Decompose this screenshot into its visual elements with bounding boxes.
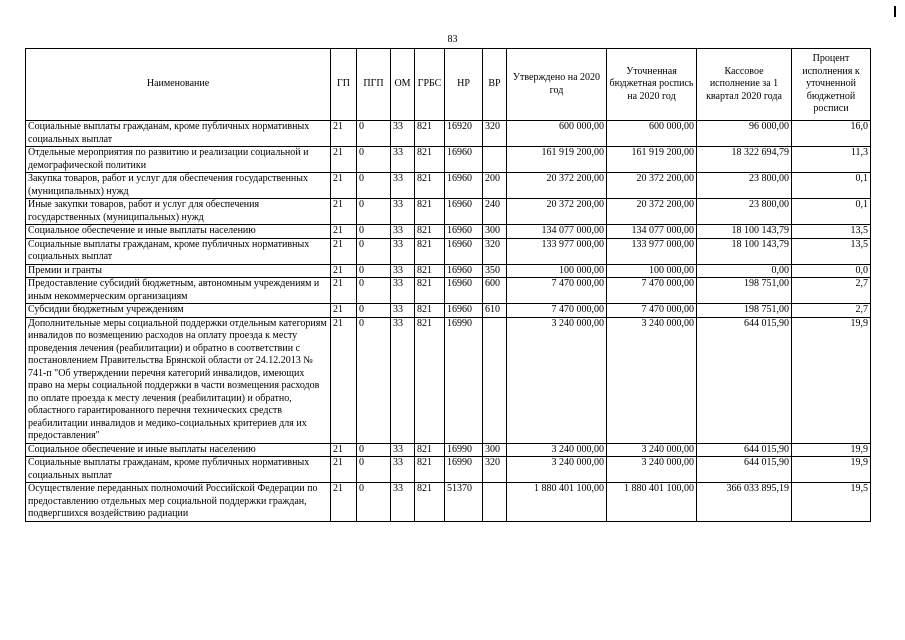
cell-np: 16990 — [445, 457, 483, 483]
header-name: Наименование — [26, 49, 331, 121]
cell-np: 16960 — [445, 173, 483, 199]
cell-cash: 23 800,00 — [697, 199, 792, 225]
cell-np: 16960 — [445, 264, 483, 278]
table-row — [26, 121, 871, 147]
cell-name: Закупка товаров, работ и услуг для обеспечения государственных (муниципальных) нужд — [26, 173, 331, 199]
cell-cash: 198 751,00 — [697, 278, 792, 304]
cell-gp: 21 — [331, 304, 357, 318]
table-row — [26, 278, 871, 304]
cell-percent: 16,0 — [792, 121, 871, 147]
cell-vr — [483, 147, 507, 173]
cell-cash: 96 000,00 — [697, 121, 792, 147]
cell-name: Иные закупки товаров, работ и услуг для обеспечения государственных (муниципальных) нужд — [26, 199, 331, 225]
cell-revised: 3 240 000,00 — [607, 317, 697, 443]
cell-om: 33 — [391, 238, 415, 264]
cell-revised: 1 880 401 100,00 — [607, 483, 697, 522]
edge-mark — [894, 6, 896, 17]
cell-pgp: 0 — [357, 199, 391, 225]
cell-vr: 320 — [483, 457, 507, 483]
cell-om: 33 — [391, 457, 415, 483]
cell-approved: 3 240 000,00 — [507, 317, 607, 443]
cell-revised: 133 977 000,00 — [607, 238, 697, 264]
cell-grbs: 821 — [415, 173, 445, 199]
cell-np: 16990 — [445, 317, 483, 443]
cell-gp: 21 — [331, 147, 357, 173]
cell-percent: 11,3 — [792, 147, 871, 173]
cell-gp: 21 — [331, 483, 357, 522]
cell-pgp: 0 — [357, 304, 391, 318]
cell-percent: 0,1 — [792, 173, 871, 199]
table-row — [26, 304, 871, 318]
header-vr: ВР — [483, 49, 507, 121]
table-row — [26, 147, 871, 173]
cell-name: Социальные выплаты гражданам, кроме публичных нормативных социальных выплат — [26, 457, 331, 483]
cell-np: 16960 — [445, 278, 483, 304]
cell-pgp: 0 — [357, 278, 391, 304]
cell-vr — [483, 317, 507, 443]
cell-om: 33 — [391, 304, 415, 318]
cell-name: Осуществление переданных полномочий Российской Федерации по предоставлению отдельных мер социальной поддержки граждан, подвергшихся воздействию радиации — [26, 483, 331, 522]
cell-gp: 21 — [331, 264, 357, 278]
header-row — [26, 49, 871, 121]
cell-grbs: 821 — [415, 317, 445, 443]
cell-percent: 19,9 — [792, 443, 871, 457]
table-row — [26, 443, 871, 457]
cell-revised: 3 240 000,00 — [607, 443, 697, 457]
cell-gp: 21 — [331, 278, 357, 304]
cell-percent: 0,1 — [792, 199, 871, 225]
cell-pgp: 0 — [357, 225, 391, 239]
cell-approved: 20 372 200,00 — [507, 199, 607, 225]
header-revised: Уточненная бюджетная роспись на 2020 год — [607, 49, 697, 121]
cell-np: 16960 — [445, 199, 483, 225]
cell-revised: 3 240 000,00 — [607, 457, 697, 483]
cell-vr: 320 — [483, 238, 507, 264]
table-row — [26, 238, 871, 264]
cell-vr: 240 — [483, 199, 507, 225]
cell-gp: 21 — [331, 121, 357, 147]
cell-vr: 300 — [483, 443, 507, 457]
cell-vr: 350 — [483, 264, 507, 278]
cell-grbs: 821 — [415, 483, 445, 522]
cell-percent: 2,7 — [792, 304, 871, 318]
cell-om: 33 — [391, 147, 415, 173]
cell-approved: 161 919 200,00 — [507, 147, 607, 173]
cell-percent: 13,5 — [792, 238, 871, 264]
cell-pgp: 0 — [357, 173, 391, 199]
cell-vr: 600 — [483, 278, 507, 304]
header-np: НР — [445, 49, 483, 121]
cell-revised: 7 470 000,00 — [607, 304, 697, 318]
cell-np: 16990 — [445, 443, 483, 457]
cell-om: 33 — [391, 483, 415, 522]
cell-approved: 7 470 000,00 — [507, 278, 607, 304]
cell-approved: 20 372 200,00 — [507, 173, 607, 199]
cell-name: Дополнительные меры социальной поддержки отдельным категориям инвалидов по возмещению расходов на оплату проезда к месту проведения лечения (реабилитации) и обратно в соответствии с постановлением Правительства Брянской области от 24.12.2013 № 741-п "Об утверждении перечня категорий инвалидов, имеющих право на меры социальной поддержки в части возмещения расходов по оплате проезда к месту лечения (реабилитации) и обратно, областного гарантированного перечня технических средств реабилитации инвалидов и медико-социальных критериев для их предоставления" — [26, 317, 331, 443]
table-row — [26, 173, 871, 199]
cell-percent: 0,0 — [792, 264, 871, 278]
cell-grbs: 821 — [415, 121, 445, 147]
cell-approved: 7 470 000,00 — [507, 304, 607, 318]
cell-name: Субсидии бюджетным учреждениям — [26, 304, 331, 318]
cell-cash: 644 015,90 — [697, 443, 792, 457]
cell-np: 16960 — [445, 304, 483, 318]
cell-percent: 19,9 — [792, 457, 871, 483]
cell-grbs: 821 — [415, 225, 445, 239]
cell-approved: 100 000,00 — [507, 264, 607, 278]
cell-pgp: 0 — [357, 443, 391, 457]
cell-gp: 21 — [331, 457, 357, 483]
cell-name: Социальные выплаты гражданам, кроме публичных нормативных социальных выплат — [26, 121, 331, 147]
cell-grbs: 821 — [415, 278, 445, 304]
cell-percent: 2,7 — [792, 278, 871, 304]
cell-revised: 7 470 000,00 — [607, 278, 697, 304]
table-row — [26, 264, 871, 278]
cell-cash: 23 800,00 — [697, 173, 792, 199]
cell-pgp: 0 — [357, 264, 391, 278]
budget-table — [25, 48, 871, 522]
cell-grbs: 821 — [415, 304, 445, 318]
cell-vr: 300 — [483, 225, 507, 239]
cell-vr — [483, 483, 507, 522]
cell-vr: 610 — [483, 304, 507, 318]
cell-pgp: 0 — [357, 317, 391, 443]
cell-name: Социальные выплаты гражданам, кроме публичных нормативных социальных выплат — [26, 238, 331, 264]
cell-np: 16960 — [445, 238, 483, 264]
cell-cash: 18 100 143,79 — [697, 238, 792, 264]
cell-pgp: 0 — [357, 457, 391, 483]
table-row — [26, 199, 871, 225]
cell-pgp: 0 — [357, 238, 391, 264]
header-pgp: ПГП — [357, 49, 391, 121]
cell-approved: 1 880 401 100,00 — [507, 483, 607, 522]
cell-revised: 100 000,00 — [607, 264, 697, 278]
cell-name: Социальное обеспечение и иные выплаты населению — [26, 443, 331, 457]
table-row — [26, 317, 871, 443]
cell-grbs: 821 — [415, 238, 445, 264]
cell-percent: 19,9 — [792, 317, 871, 443]
cell-gp: 21 — [331, 443, 357, 457]
cell-vr: 200 — [483, 173, 507, 199]
cell-cash: 198 751,00 — [697, 304, 792, 318]
cell-grbs: 821 — [415, 147, 445, 173]
cell-gp: 21 — [331, 317, 357, 443]
header-cash: Кассовое исполнение за 1 квартал 2020 года — [697, 49, 792, 121]
cell-approved: 600 000,00 — [507, 121, 607, 147]
cell-om: 33 — [391, 225, 415, 239]
cell-name: Отдельные мероприятия по развитию и реализации социальной и демографической политики — [26, 147, 331, 173]
cell-np: 16920 — [445, 121, 483, 147]
header-approved: Утверждено на 2020 год — [507, 49, 607, 121]
table-row — [26, 457, 871, 483]
cell-revised: 600 000,00 — [607, 121, 697, 147]
cell-vr: 320 — [483, 121, 507, 147]
cell-approved: 3 240 000,00 — [507, 457, 607, 483]
cell-revised: 134 077 000,00 — [607, 225, 697, 239]
cell-revised: 20 372 200,00 — [607, 199, 697, 225]
cell-revised: 20 372 200,00 — [607, 173, 697, 199]
cell-percent: 13,5 — [792, 225, 871, 239]
cell-grbs: 821 — [415, 264, 445, 278]
cell-percent: 19,5 — [792, 483, 871, 522]
cell-cash: 644 015,90 — [697, 317, 792, 443]
header-om: ОМ — [391, 49, 415, 121]
cell-pgp: 0 — [357, 147, 391, 173]
cell-om: 33 — [391, 317, 415, 443]
header-gp: ГП — [331, 49, 357, 121]
cell-grbs: 821 — [415, 443, 445, 457]
cell-cash: 644 015,90 — [697, 457, 792, 483]
header-percent: Процент исполнения к уточненной бюджетной росписи — [792, 49, 871, 121]
cell-cash: 0,00 — [697, 264, 792, 278]
cell-om: 33 — [391, 121, 415, 147]
cell-pgp: 0 — [357, 121, 391, 147]
cell-cash: 18 322 694,79 — [697, 147, 792, 173]
page-number: 83 — [447, 34, 458, 45]
cell-om: 33 — [391, 443, 415, 457]
cell-np: 51370 — [445, 483, 483, 522]
cell-approved: 3 240 000,00 — [507, 443, 607, 457]
cell-gp: 21 — [331, 225, 357, 239]
table-row — [26, 483, 871, 522]
table-row — [26, 225, 871, 239]
cell-pgp: 0 — [357, 483, 391, 522]
cell-gp: 21 — [331, 199, 357, 225]
cell-cash: 18 100 143,79 — [697, 225, 792, 239]
cell-name: Социальное обеспечение и иные выплаты населению — [26, 225, 331, 239]
cell-gp: 21 — [331, 238, 357, 264]
cell-gp: 21 — [331, 173, 357, 199]
cell-om: 33 — [391, 173, 415, 199]
cell-revised: 161 919 200,00 — [607, 147, 697, 173]
cell-np: 16960 — [445, 147, 483, 173]
cell-name: Премии и гранты — [26, 264, 331, 278]
cell-grbs: 821 — [415, 457, 445, 483]
cell-name: Предоставление субсидий бюджетным, автономным учреждениям и иным некоммерческим организациям — [26, 278, 331, 304]
cell-om: 33 — [391, 278, 415, 304]
cell-om: 33 — [391, 199, 415, 225]
cell-om: 33 — [391, 264, 415, 278]
cell-approved: 133 977 000,00 — [507, 238, 607, 264]
cell-cash: 366 033 895,19 — [697, 483, 792, 522]
cell-grbs: 821 — [415, 199, 445, 225]
header-grbs: ГРБС — [415, 49, 445, 121]
cell-approved: 134 077 000,00 — [507, 225, 607, 239]
cell-np: 16960 — [445, 225, 483, 239]
